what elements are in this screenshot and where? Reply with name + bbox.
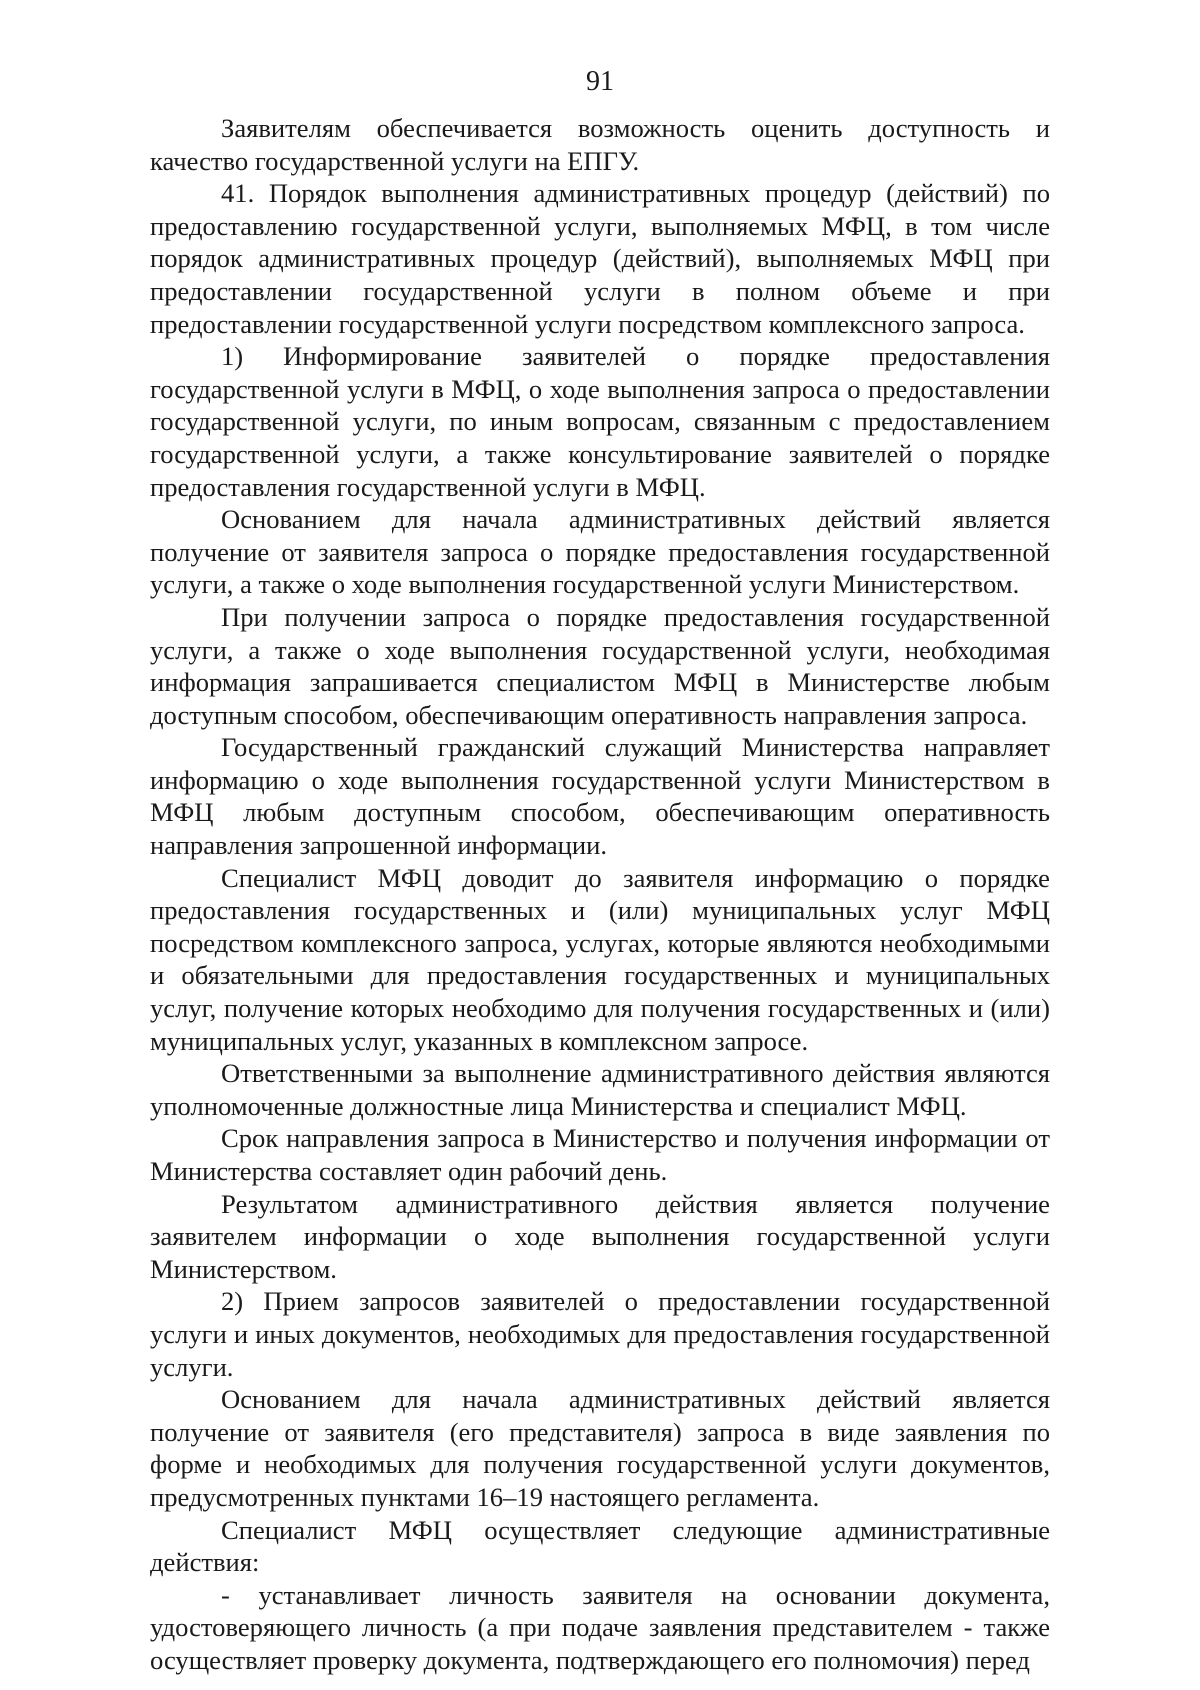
paragraph-evaluation: Заявителям обеспечивается возможность оценить доступность и качество государственной услуги на ЕПГУ. <box>150 113 1050 176</box>
paragraph-specialist-info: Специалист МФЦ доводит до заявителя информацию о порядке предоставления государственных и (или) муниципальных услуг МФЦ посредством комплексного запроса, услугах, которые являются необходимыми и обязательными для предоставления государственных и муниципальных услуг, получение которых необходимо для получения государственных и (или) муниципальных услуг, указанных в комплексном запросе. <box>150 862 1050 1056</box>
paragraph-result: Результатом административного действия является получение заявителем информации о ходе выполнения государственной услуги Министерством. <box>150 1188 1050 1284</box>
paragraph-specialist-actions: Специалист МФЦ осуществляет следующие административные действия: <box>150 1514 1050 1578</box>
paragraph-item-2-reception: 2) Прием запросов заявителей о предоставлении государственной услуги и иных документов, необходимых для предоставления государственной услуги. <box>150 1286 1050 1382</box>
paragraph-item-1-informing: 1) Информирование заявителей о порядке предоставления государственной услуги в МФЦ, о ходе выполнения запроса о предоставлении государственной услуги, по иным вопросам, связанным с предоставлением государственной услуги, а также консультирование заявителей о порядке предоставления государственной услуги в МФЦ. <box>150 341 1050 502</box>
paragraph-basis-reception: Основанием для начала административных действий является получение от заявителя (его представителя) запроса в виде заявления по форме и необходимых для получения государственной услуги документов, предусмотренных пунктами 16–19 настоящего регламента. <box>150 1384 1050 1512</box>
paragraph-deadline: Срок направления запроса в Министерство и получения информации от Министерства составляет один рабочий день. <box>150 1123 1050 1186</box>
paragraph-basis-informing: Основанием для начала административных действий является получение от заявителя запроса о порядке предоставления государственной услуги, а также о ходе выполнения государственной услуги Министерством. <box>150 504 1050 600</box>
paragraph-identity-check: - устанавливает личность заявителя на основании документа, удостоверяющего личность (а при подаче заявления представителем - также осуществляет проверку документа, подтверждающего его полномочия) перед <box>150 1579 1050 1675</box>
paragraph-responsible: Ответственными за выполнение административного действия являются уполномоченные должностные лица Министерства и специалист МФЦ. <box>150 1058 1050 1121</box>
page-number: 91 <box>586 66 614 97</box>
document-body <box>150 112 1050 1677</box>
paragraph-clause-41: 41. Порядок выполнения административных процедур (действий) по предоставлению государственной услуги, выполняемых МФЦ, в том числе порядок административных процедур (действий), выполняемых МФЦ при предоставлении государственной услуги в полном объеме и при предоставлении государственной услуги посредством комплексного запроса. <box>150 178 1050 339</box>
paragraph-civil-servant: Государственный гражданский служащий Министерства направляет информацию о ходе выполнения государственной услуги Министерством в МФЦ любым доступным способом, обеспечивающим оперативность направления запрошенной информации. <box>150 732 1050 861</box>
paragraph-request-handling: При получении запроса о порядке предоставления государственной услуги, а также о ходе выполнения государственной услуги, необходимая информация запрашивается специалистом МФЦ в Министерстве любым доступным способом, обеспечивающим оперативность направления запроса. <box>150 601 1050 730</box>
